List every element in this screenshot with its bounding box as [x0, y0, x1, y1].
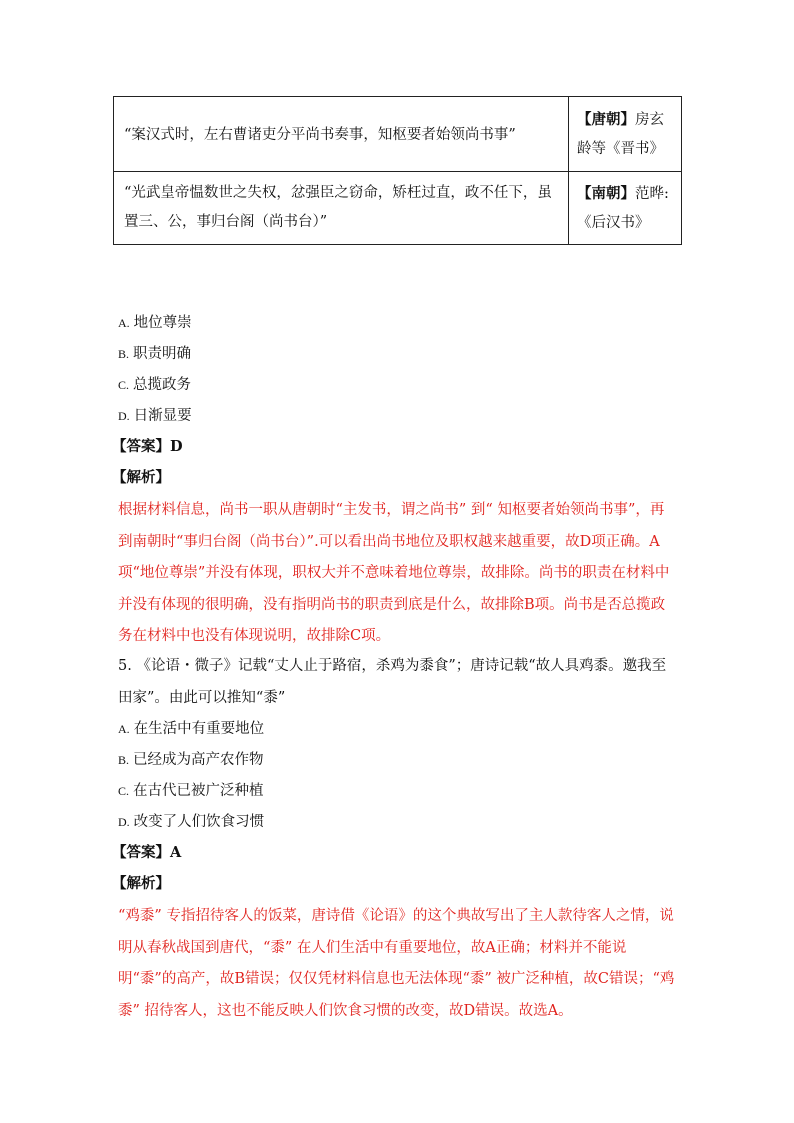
option-c: C. 总揽政务	[118, 377, 192, 393]
citation-cell	[569, 97, 682, 172]
dynasty-label: 【唐朝】	[577, 110, 635, 128]
answer-value: A	[170, 844, 182, 861]
answer-line: 【答案】D	[112, 438, 183, 455]
table-row	[114, 172, 682, 245]
citation-cell	[569, 172, 682, 245]
option-b: B. 职责明确	[118, 346, 192, 362]
option-d: D. 日渐显要	[118, 408, 192, 424]
analysis-label: 【解析】	[112, 875, 170, 892]
option-c: C. 在古代已被广泛种植	[118, 783, 264, 799]
answer-line: 【答案】A	[112, 844, 182, 861]
answer-value: D	[170, 438, 183, 455]
analysis-label: 【解析】	[112, 469, 170, 486]
quote-cell: “光武皇帝愠数世之失权，忿强臣之窃命，矫枉过直，政不任下，虽置三、公，事归台阁（尚书台）”	[114, 172, 569, 245]
dynasty-label: 【南朝】	[577, 184, 635, 202]
analysis-text: 根据材料信息，尚书一职从唐朝时“主发书，谓之尚书” 到“ 知枢要者始领尚书事”，再到南朝时“事归台阁（尚书台）”.可以看出尚书地位及职权越来越重要，故D项正确。A项“地位尊崇”并没有体现，职权大并不意味着地位尊崇，故排除。尚书的职责在材料中并没有体现的很明确，没有指明尚书的职责到底是什么，故排除B项。尚书是否总揽政务在材料中也没有体现说明，故排除C项。	[118, 502, 670, 644]
table-row	[114, 97, 682, 172]
option-d: D. 改变了人们饮食习惯	[118, 814, 265, 830]
option-b: B. 已经成为高产农作物	[118, 752, 264, 768]
option-a: A. 地位尊崇	[118, 315, 192, 331]
source-table	[113, 96, 682, 245]
source-text: 房玄龄等《晋书》	[577, 111, 664, 157]
source-text: 范晔:《后汉书》	[577, 185, 669, 231]
question-stem: 5. 《论语・微子》记载“丈人止于路宿，杀鸡为黍食”；唐诗记载“故人具鸡黍。邀我至田家”。由此可以推知“黍”	[118, 658, 667, 706]
analysis-text: “鸡黍” 专指招待客人的饭菜，唐诗借《论语》的这个典故写出了主人款待客人之情，说明从春秋战国到唐代，“黍” 在人们生活中有重要地位，故A正确；材料并不能说明“黍”的高产，故B错误；仅仅凭材料信息也无法体现“黍” 被广泛种植，故C错误；“鸡黍” 招待客人，这也不能反映人们饮食习惯的改变，故D错误。故选A。	[118, 908, 675, 1019]
quote-cell: “案汉式时，左右曹诸吏分平尚书奏事，知枢要者始领尚书事”	[114, 97, 569, 172]
option-a: A. 在生活中有重要地位	[118, 721, 265, 737]
